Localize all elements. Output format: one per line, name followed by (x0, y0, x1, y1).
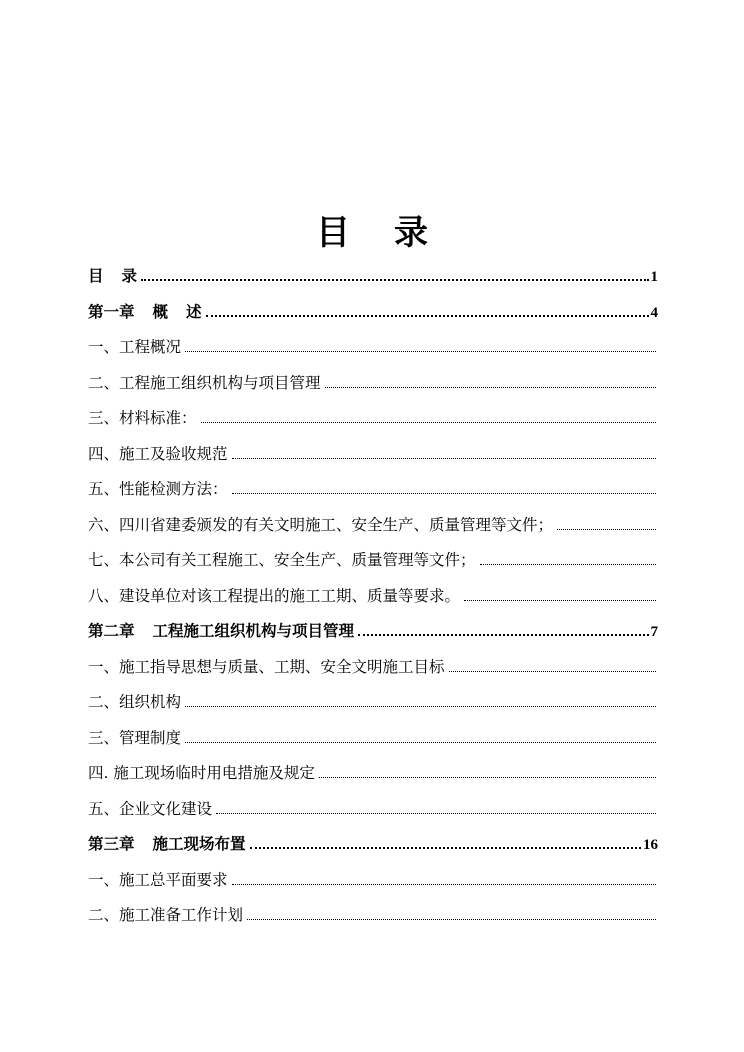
toc-leader-dots (480, 554, 656, 566)
toc-leader-dots (232, 874, 656, 886)
toc-leader-dots (557, 519, 656, 531)
toc-entry-label: 二、工程施工组织机构与项目管理 (88, 373, 321, 392)
toc-entry-label: 目 录 (88, 267, 138, 285)
toc-entry-label: 二、施工准备工作计划 (88, 906, 244, 924)
toc-entry-section[interactable] (88, 369, 658, 393)
toc-page-number: 1 (650, 269, 658, 285)
toc-entry-chapter-3[interactable] (88, 830, 658, 854)
toc-leader-dots (232, 483, 656, 495)
toc-leader-dots (185, 696, 656, 708)
toc-entry-label: 三、材料标准： (88, 409, 197, 427)
toc-entry-section[interactable] (88, 688, 658, 712)
toc-leader-dots (201, 412, 656, 424)
title-char-right: 录 (394, 213, 428, 253)
page-title (0, 205, 744, 254)
toc-leader-dots (185, 732, 656, 744)
toc-leader-dots (319, 767, 656, 779)
toc-leader-dots (250, 838, 641, 850)
toc-entry-label: 第三章 施工现场布置 (88, 835, 246, 853)
toc-entry-chapter-1[interactable] (88, 298, 658, 322)
toc-entry-label: 四、施工及验收规范 (88, 444, 228, 463)
toc-leader-dots (449, 661, 656, 673)
toc-leader-dots (464, 590, 656, 602)
toc-entry-section[interactable] (88, 404, 658, 428)
toc-entry-label: 一、工程概况 (88, 338, 182, 356)
toc-entry-label: 四. 施工现场临时用电措施及规定 (88, 764, 315, 782)
toc-leader-dots (358, 625, 648, 637)
toc-entry-label: 八、建设单位对该工程提出的施工工期、质量等要求。 (88, 586, 461, 605)
toc-entry-contents[interactable] (88, 262, 658, 286)
toc-leader-dots (247, 909, 656, 921)
toc-entry-label: 七、本公司有关工程施工、安全生产、质量管理等文件； (88, 551, 476, 569)
toc-page-number: 7 (650, 624, 658, 640)
toc-entry-section[interactable] (88, 582, 658, 606)
toc-page-number: 4 (650, 304, 658, 321)
toc-entry-section[interactable] (88, 901, 658, 925)
toc-entry-label: 一、施工指导思想与质量、工期、安全文明施工目标 (88, 657, 445, 676)
toc-entry-label: 三、管理制度 (88, 728, 182, 747)
toc-entry-chapter-2[interactable] (88, 617, 658, 641)
toc-entry-label: 六、四川省建委颁发的有关文明施工、安全生产、质量管理等文件； (88, 515, 554, 534)
toc-leader-dots (232, 448, 656, 460)
toc-entry-section[interactable] (88, 475, 658, 499)
table-of-contents (88, 262, 658, 937)
title-char-left: 目 (316, 213, 350, 253)
toc-page-number: 16 (643, 837, 658, 853)
toc-entry-label: 五、性能检测方法： (88, 480, 228, 498)
toc-entry-label: 第一章 概 述 (88, 302, 202, 321)
toc-entry-section[interactable] (88, 333, 658, 357)
toc-leader-dots (216, 803, 656, 815)
toc-entry-section[interactable] (88, 866, 658, 890)
toc-entry-section[interactable] (88, 724, 658, 748)
toc-entry-section[interactable] (88, 546, 658, 570)
toc-entry-label: 二、组织机构 (88, 693, 182, 711)
toc-entry-section[interactable] (88, 759, 658, 783)
toc-entry-section[interactable] (88, 511, 658, 535)
toc-entry-section[interactable] (88, 440, 658, 464)
toc-leader-dots (185, 341, 656, 353)
toc-leader-dots (325, 377, 656, 389)
toc-entry-label: 第二章 工程施工组织机构与项目管理 (88, 622, 355, 640)
toc-leader-dots (141, 270, 648, 282)
toc-entry-label: 五、企业文化建设 (88, 799, 213, 818)
toc-entry-section[interactable] (88, 795, 658, 819)
toc-leader-dots (206, 306, 649, 318)
toc-entry-section[interactable] (88, 653, 658, 677)
toc-entry-label: 一、施工总平面要求 (88, 870, 228, 889)
